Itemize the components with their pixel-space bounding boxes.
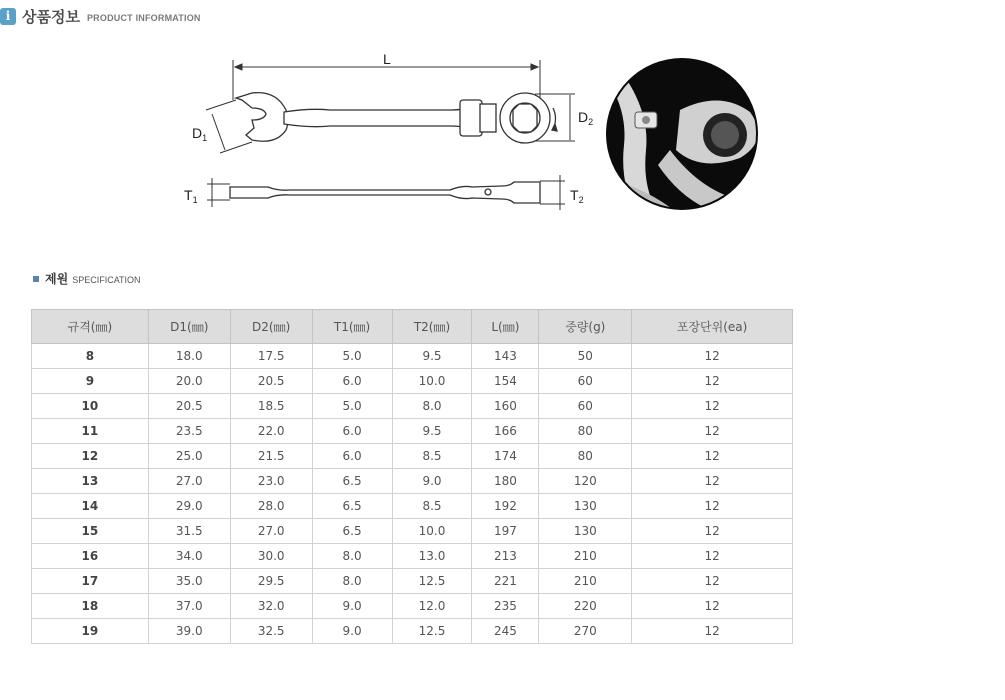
table-cell: 120 (539, 469, 632, 494)
table-cell: 12 (632, 544, 793, 569)
table-cell: 5.0 (312, 394, 392, 419)
table-cell: 12 (632, 594, 793, 619)
table-row (32, 344, 793, 369)
table-cell: 9.5 (392, 419, 472, 444)
column-header: L(㎜) (472, 310, 539, 344)
table-cell: 9.0 (392, 469, 472, 494)
table-cell: 6.5 (312, 469, 392, 494)
table-cell: 27.0 (230, 519, 312, 544)
product-info-title: 상품정보 (22, 7, 80, 26)
table-cell: 130 (539, 494, 632, 519)
size-cell: 16 (32, 544, 149, 569)
table-header-row (32, 310, 793, 344)
table-cell: 12 (632, 394, 793, 419)
table-cell: 12 (632, 569, 793, 594)
size-cell: 8 (32, 344, 149, 369)
table-cell: 18.0 (148, 344, 230, 369)
joint-closeup-photo (600, 58, 758, 215)
table-cell: 22.0 (230, 419, 312, 444)
table-cell: 12.5 (392, 569, 472, 594)
table-cell: 12 (632, 369, 793, 394)
size-cell: 18 (32, 594, 149, 619)
table-cell: 6.0 (312, 444, 392, 469)
table-cell: 245 (472, 619, 539, 644)
wrench-top-view (236, 93, 557, 143)
table-cell: 23.5 (148, 419, 230, 444)
table-row (32, 494, 793, 519)
table-cell: 12 (632, 619, 793, 644)
table-cell: 30.0 (230, 544, 312, 569)
table-cell: 20.5 (148, 394, 230, 419)
table-cell: 9.0 (312, 619, 392, 644)
label-T2: $T_2$ (570, 187, 584, 205)
table-cell: 6.0 (312, 419, 392, 444)
label-T1: $T_1$ (184, 187, 198, 205)
column-header: 규격(㎜) (32, 310, 149, 344)
table-row (32, 619, 793, 644)
size-cell: 14 (32, 494, 149, 519)
size-cell: 17 (32, 569, 149, 594)
size-cell: 19 (32, 619, 149, 644)
table-cell: 12.5 (392, 619, 472, 644)
size-cell: 11 (32, 419, 149, 444)
specification-table (31, 309, 793, 644)
table-row (32, 369, 793, 394)
table-cell: 6.5 (312, 519, 392, 544)
table-row (32, 394, 793, 419)
table-cell: 27.0 (148, 469, 230, 494)
table-cell: 29.5 (230, 569, 312, 594)
table-cell: 210 (539, 569, 632, 594)
table-cell: 12.0 (392, 594, 472, 619)
table-cell: 130 (539, 519, 632, 544)
table-cell: 8.5 (392, 494, 472, 519)
table-cell: 174 (472, 444, 539, 469)
table-cell: 210 (539, 544, 632, 569)
wrench-dimension-diagram (180, 40, 770, 220)
table-cell: 6.5 (312, 494, 392, 519)
table-cell: 17.5 (230, 344, 312, 369)
table-cell: 221 (472, 569, 539, 594)
table-cell: 29.0 (148, 494, 230, 519)
table-row (32, 594, 793, 619)
table-cell: 197 (472, 519, 539, 544)
table-cell: 192 (472, 494, 539, 519)
column-header: T1(㎜) (312, 310, 392, 344)
table-cell: 160 (472, 394, 539, 419)
table-cell: 270 (539, 619, 632, 644)
bullet-icon (33, 276, 39, 282)
table-cell: 25.0 (148, 444, 230, 469)
column-header: D2(㎜) (230, 310, 312, 344)
table-cell: 39.0 (148, 619, 230, 644)
column-header: D1(㎜) (148, 310, 230, 344)
table-cell: 18.5 (230, 394, 312, 419)
table-cell: 35.0 (148, 569, 230, 594)
size-cell: 9 (32, 369, 149, 394)
info-icon: i (0, 8, 16, 25)
table-cell: 13.0 (392, 544, 472, 569)
product-info-heading (0, 4, 201, 28)
column-header: T2(㎜) (392, 310, 472, 344)
table-cell: 60 (539, 369, 632, 394)
label-D2: $D_2$ (578, 109, 594, 127)
size-cell: 13 (32, 469, 149, 494)
table-row (32, 569, 793, 594)
table-cell: 9.5 (392, 344, 472, 369)
table-row (32, 519, 793, 544)
size-cell: 15 (32, 519, 149, 544)
table-cell: 28.0 (230, 494, 312, 519)
table-cell: 32.0 (230, 594, 312, 619)
wrench-side-view (230, 182, 540, 203)
table-cell: 12 (632, 419, 793, 444)
table-cell: 10.0 (392, 519, 472, 544)
table-cell: 23.0 (230, 469, 312, 494)
column-header: 포장단위(ea) (632, 310, 793, 344)
table-cell: 235 (472, 594, 539, 619)
table-cell: 12 (632, 469, 793, 494)
table-cell: 8.0 (312, 569, 392, 594)
label-L: L (383, 51, 391, 67)
table-cell: 20.5 (230, 369, 312, 394)
table-cell: 80 (539, 419, 632, 444)
table-row (32, 469, 793, 494)
table-cell: 154 (472, 369, 539, 394)
table-cell: 166 (472, 419, 539, 444)
table-cell: 9.0 (312, 594, 392, 619)
d1-dimension (206, 100, 252, 153)
table-cell: 34.0 (148, 544, 230, 569)
table-cell: 37.0 (148, 594, 230, 619)
table-cell: 21.5 (230, 444, 312, 469)
table-cell: 10.0 (392, 369, 472, 394)
specification-subtitle: SPECIFICATION (72, 274, 141, 285)
table-cell: 8.0 (312, 544, 392, 569)
size-cell: 12 (32, 444, 149, 469)
specification-title: 제원 (45, 272, 69, 286)
table-cell: 12 (632, 344, 793, 369)
table-cell: 220 (539, 594, 632, 619)
table-cell: 6.0 (312, 369, 392, 394)
column-header: 중량(g) (539, 310, 632, 344)
product-info-subtitle: PRODUCT INFORMATION (86, 13, 201, 23)
table-row (32, 419, 793, 444)
table-cell: 20.0 (148, 369, 230, 394)
table-cell: 60 (539, 394, 632, 419)
table-cell: 50 (539, 344, 632, 369)
size-cell: 10 (32, 394, 149, 419)
table-cell: 12 (632, 444, 793, 469)
table-cell: 32.5 (230, 619, 312, 644)
label-D1: $D_1$ (192, 125, 208, 143)
table-cell: 143 (472, 344, 539, 369)
table-cell: 213 (472, 544, 539, 569)
table-cell: 8.5 (392, 444, 472, 469)
table-cell: 12 (632, 519, 793, 544)
table-row (32, 544, 793, 569)
specification-heading (33, 270, 141, 287)
table-cell: 12 (632, 494, 793, 519)
table-cell: 31.5 (148, 519, 230, 544)
table-row (32, 444, 793, 469)
table-cell: 80 (539, 444, 632, 469)
table-cell: 8.0 (392, 394, 472, 419)
table-cell: 5.0 (312, 344, 392, 369)
table-cell: 180 (472, 469, 539, 494)
